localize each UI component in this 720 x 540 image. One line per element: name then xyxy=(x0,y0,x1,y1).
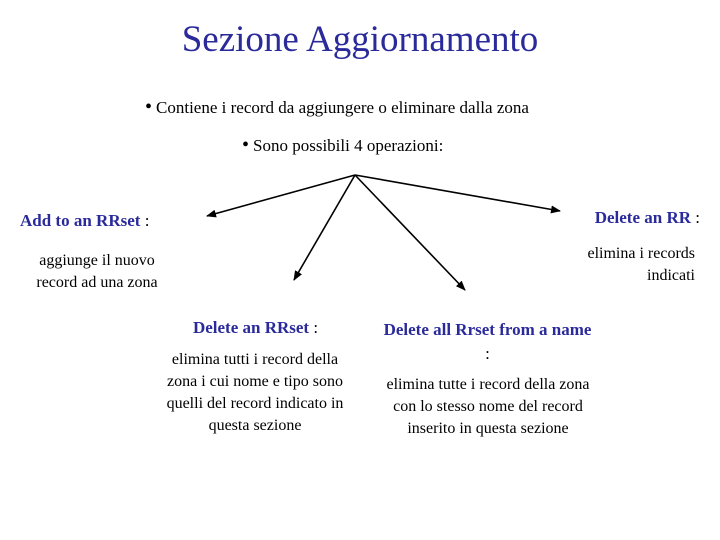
bullet-text: Sono possibili 4 operazioni: xyxy=(253,136,444,155)
delete-rrset-description: elimina tutti i record della zona i cui nome e tipo sono quelli del record indicato in questa sezione xyxy=(166,351,344,434)
arrow-to-add-rrset xyxy=(207,175,355,216)
delete-rrset-label: Delete an RRset : xyxy=(192,318,319,337)
add-rrset-description: aggiunge il nuovo record ad una zona xyxy=(36,252,158,291)
delete-rr-description: elimina i records indicati xyxy=(587,245,695,284)
bullet-icon: • xyxy=(145,96,153,118)
page-title: Sezione Aggiornamento xyxy=(181,19,539,60)
add-rrset-label: Add to an RRset : xyxy=(20,211,150,230)
arrow-to-delete-all-rrset xyxy=(355,175,465,290)
delete-all-rrset-description: elimina tutte i record della zona con lo stesso nome del record inserito in questa sezione xyxy=(386,376,590,437)
bullet-text: Contiene i record da aggiungere o eliminare dalla zona xyxy=(156,98,529,117)
bullet-icon: • xyxy=(242,134,250,156)
arrow-to-delete-rrset xyxy=(294,175,355,280)
arrow-to-delete-rr xyxy=(355,175,560,211)
delete-rr-label: Delete an RR : xyxy=(594,208,700,227)
delete-all-rrset-label: Delete all Rrset from a name : xyxy=(383,320,592,363)
